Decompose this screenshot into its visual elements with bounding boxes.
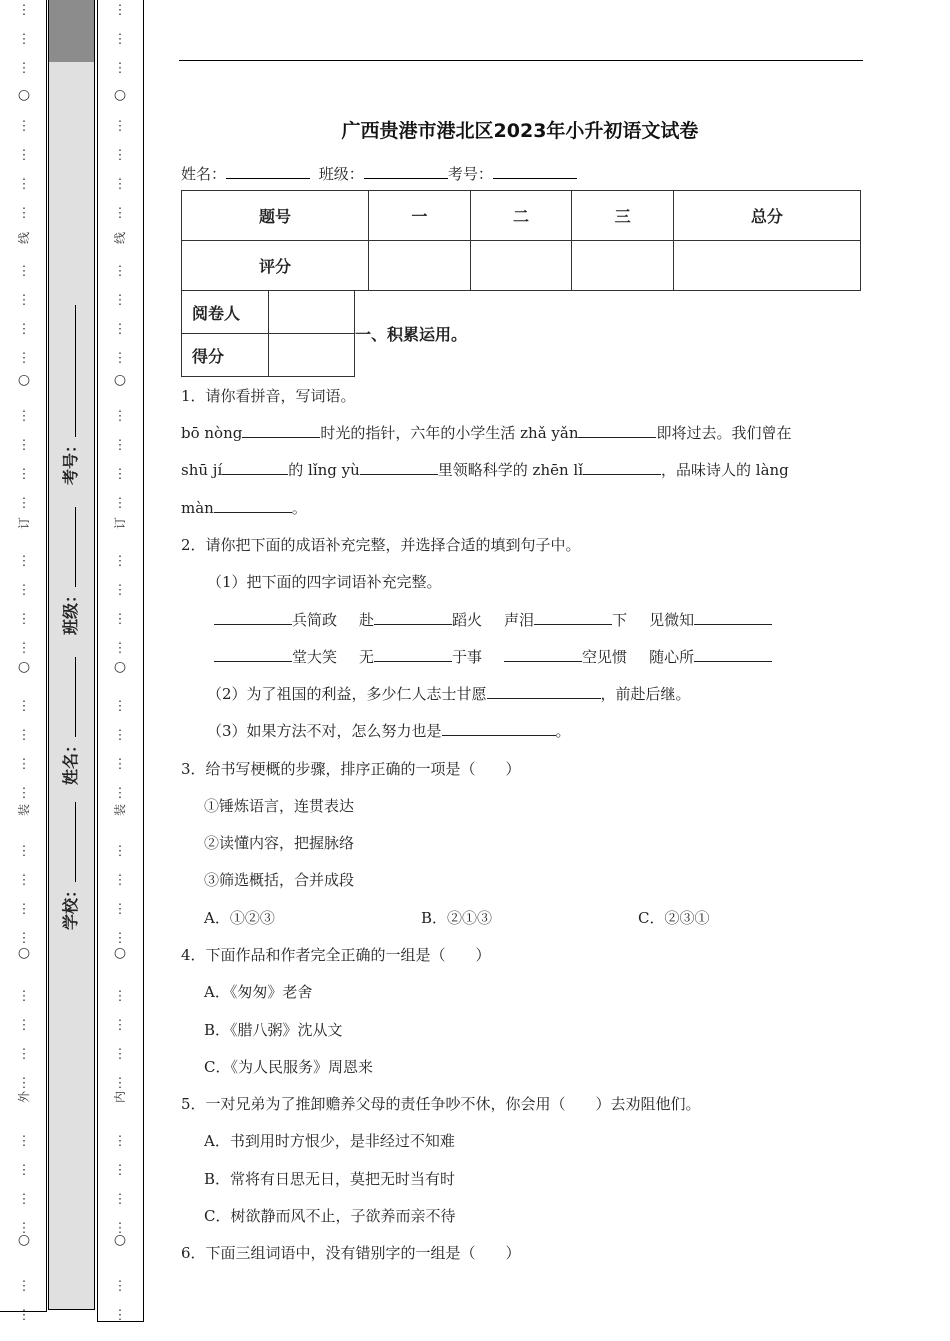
dot-mark: ⋮ bbox=[17, 902, 31, 917]
page-title: 广西贵港市港北区2023年小升初语文试卷 bbox=[341, 120, 699, 142]
q3-step: ①锤炼语言，连贯表达 bbox=[204, 797, 355, 815]
dot-mark: ⋮ bbox=[17, 873, 31, 888]
answer-blank[interactable] bbox=[214, 497, 292, 513]
circle-mark: ○ bbox=[113, 87, 127, 103]
q1-text: bō nòng bbox=[181, 424, 243, 442]
section-title: 一、积累运用。 bbox=[355, 325, 468, 344]
circle-mark: ○ bbox=[113, 945, 127, 961]
class-label: 班级： bbox=[58, 507, 81, 635]
name-field-label: 姓名： bbox=[181, 165, 227, 183]
dot-mark: ⋮ bbox=[17, 1134, 31, 1149]
answer-blank[interactable] bbox=[242, 422, 320, 438]
q1-text: 时光的指针，六年的小学生活 zhǎ yǎn bbox=[320, 424, 579, 442]
q1-text: 里领略科学的 zhēn lǐ bbox=[437, 461, 584, 479]
q1-text: 的 lǐng yù bbox=[288, 461, 360, 479]
dot-mark: ⋮ bbox=[17, 351, 31, 366]
dot-mark: ⋮ bbox=[17, 1192, 31, 1207]
dot-mark: ⋮ bbox=[17, 931, 31, 946]
idiom-text: 兵简政 bbox=[292, 611, 338, 629]
dot-mark: ⋮ bbox=[113, 1221, 127, 1236]
dot-mark: ⋮ bbox=[17, 467, 31, 482]
dot-mark: ⋮ bbox=[17, 322, 31, 337]
answer-blank[interactable] bbox=[214, 646, 292, 662]
dot-mark: ⋮ bbox=[113, 1192, 127, 1207]
reviewer-cell[interactable] bbox=[269, 291, 355, 334]
answer-blank[interactable] bbox=[583, 459, 661, 475]
dot-mark: ⋮ bbox=[17, 438, 31, 453]
dot-mark: ⋮ bbox=[113, 32, 127, 47]
id-field-label: 考号： bbox=[447, 165, 493, 183]
dot-mark: ⋮ bbox=[113, 177, 127, 192]
dot-mark: ⋮ bbox=[17, 786, 31, 801]
binding-strip-header bbox=[48, 0, 95, 62]
dot-mark: ⋮ bbox=[113, 409, 127, 424]
reviewer-label: 阅卷人 bbox=[182, 291, 269, 334]
dot-mark: ⋮ bbox=[113, 1163, 127, 1178]
dot-mark: ⋮ bbox=[113, 786, 127, 801]
q1-text: 。 bbox=[291, 499, 307, 517]
answer-blank[interactable] bbox=[374, 609, 452, 625]
dot-mark: ⋮ bbox=[113, 467, 127, 482]
q4-option-a[interactable]: A．《匆匆》老舍 bbox=[204, 983, 313, 1001]
answer-blank[interactable] bbox=[214, 609, 292, 625]
dot-mark: ⋮ bbox=[113, 206, 127, 221]
answer-blank[interactable] bbox=[534, 609, 612, 625]
q4-stem: 4．下面作品和作者完全正确的一组是（ ） bbox=[181, 946, 491, 964]
cut-line-label: 外 bbox=[17, 1091, 31, 1104]
circle-mark: ○ bbox=[113, 1232, 127, 1248]
dot-mark: ⋮ bbox=[113, 119, 127, 134]
dot-mark: ⋮ bbox=[17, 496, 31, 511]
dot-mark: ⋮ bbox=[113, 989, 127, 1004]
circle-mark: ○ bbox=[17, 87, 31, 103]
q1-text: ，品味诗人的 làng bbox=[661, 461, 789, 479]
dot-mark: ⋮ bbox=[17, 989, 31, 1004]
q4-option-c[interactable]: C．《为人民服务》周恩来 bbox=[204, 1058, 373, 1076]
q3-option-c[interactable]: C．②③① bbox=[638, 909, 710, 927]
cut-line-label: 装 bbox=[113, 804, 127, 817]
header-cell: 总分 bbox=[673, 191, 860, 241]
q5-stem: 5．一对兄弟为了推卸赡养父母的责任争吵不休，你会用（ ）去劝阻他们。 bbox=[181, 1095, 701, 1113]
dot-mark: ⋮ bbox=[17, 844, 31, 859]
dot-mark: ⋮ bbox=[17, 1047, 31, 1062]
idiom-text: 无 bbox=[359, 648, 375, 666]
dot-mark: ⋮ bbox=[17, 1076, 31, 1091]
score-table bbox=[181, 190, 861, 291]
cut-line-label: 线 bbox=[17, 232, 31, 245]
student-info-line bbox=[181, 163, 577, 184]
dot-mark: ⋮ bbox=[17, 728, 31, 743]
inner-cut-line bbox=[110, 0, 130, 1323]
dot-mark: ⋮ bbox=[17, 206, 31, 221]
idiom-text: 蹈火 bbox=[452, 611, 483, 629]
q1-text: shū jí bbox=[181, 461, 223, 479]
dot-mark: ⋮ bbox=[113, 757, 127, 772]
answer-blank[interactable] bbox=[360, 459, 438, 475]
q2-sub2 bbox=[207, 683, 691, 704]
dot-mark: ⋮ bbox=[113, 873, 127, 888]
dot-mark: ⋮ bbox=[17, 1018, 31, 1033]
dot-mark: ⋮ bbox=[17, 409, 31, 424]
dot-mark: ⋮ bbox=[17, 177, 31, 192]
q2-idiom-row-1 bbox=[214, 609, 772, 630]
dot-mark: ⋮ bbox=[17, 699, 31, 714]
cut-line-label: 线 bbox=[113, 232, 127, 245]
q2-stem: 2．请你把下面的成语补充完整，并选择合适的填到句子中。 bbox=[181, 536, 581, 554]
dot-mark: ⋮ bbox=[113, 293, 127, 308]
answer-blank[interactable] bbox=[578, 422, 656, 438]
answer-blank[interactable] bbox=[487, 683, 601, 699]
dot-mark: ⋮ bbox=[113, 931, 127, 946]
q2-text: ，前赴后继。 bbox=[600, 685, 691, 703]
q5-option-c[interactable]: C．树欲静而风不止，子欲养而亲不待 bbox=[204, 1207, 456, 1225]
q2-text: （3）如果方法不对，怎么努力也是 bbox=[207, 722, 442, 740]
idiom-text: 于事 bbox=[452, 648, 483, 666]
dot-mark: ⋮ bbox=[17, 119, 31, 134]
header-cell: 一 bbox=[369, 191, 471, 241]
dot-mark: ⋮ bbox=[17, 1163, 31, 1178]
idiom-text: 空见惯 bbox=[582, 648, 628, 666]
header-cell: 三 bbox=[572, 191, 674, 241]
dot-mark: ⋮ bbox=[113, 1308, 127, 1323]
exam-id-label: 考号： bbox=[58, 305, 81, 485]
dot-mark: ⋮ bbox=[113, 699, 127, 714]
circle-mark: ○ bbox=[17, 659, 31, 675]
dot-mark: ⋮ bbox=[113, 1076, 127, 1091]
q5-option-a[interactable]: A．书到用时方恨少，是非经过不知难 bbox=[204, 1132, 455, 1150]
idiom-text: 下 bbox=[612, 611, 628, 629]
dot-mark: ⋮ bbox=[17, 1221, 31, 1236]
q2-text: 。 bbox=[555, 722, 571, 740]
row-label-cell: 评分 bbox=[182, 241, 369, 291]
dot-mark: ⋮ bbox=[17, 583, 31, 598]
dot-mark: ⋮ bbox=[17, 641, 31, 656]
dot-mark: ⋮ bbox=[113, 61, 127, 76]
cut-line-label: 订 bbox=[113, 517, 127, 530]
class-field[interactable] bbox=[364, 164, 448, 179]
dot-mark: ⋮ bbox=[113, 351, 127, 366]
dot-mark: ⋮ bbox=[17, 612, 31, 627]
dot-mark: ⋮ bbox=[17, 3, 31, 18]
idiom-text: 赴 bbox=[359, 611, 375, 629]
binding-info-strip bbox=[48, 0, 95, 1310]
grader-table bbox=[181, 290, 355, 377]
header-cell: 二 bbox=[470, 191, 572, 241]
dot-mark: ⋮ bbox=[113, 1047, 127, 1062]
answer-blank[interactable] bbox=[694, 646, 772, 662]
outer-cut-line bbox=[14, 0, 34, 1323]
score-cell[interactable] bbox=[470, 241, 572, 291]
q2-idiom-row-2 bbox=[214, 646, 772, 667]
q1-stem: 1．请你看拼音，写词语。 bbox=[181, 387, 356, 405]
dot-mark: ⋮ bbox=[17, 32, 31, 47]
dot-mark: ⋮ bbox=[113, 496, 127, 511]
dot-mark: ⋮ bbox=[113, 728, 127, 743]
idiom-text: 随心所 bbox=[649, 648, 695, 666]
dot-mark: ⋮ bbox=[17, 1308, 31, 1323]
q1-line-1 bbox=[181, 422, 792, 443]
circle-mark: ○ bbox=[17, 945, 31, 961]
id-field[interactable] bbox=[493, 164, 577, 179]
q4-option-b[interactable]: B．《腊八粥》沈从文 bbox=[204, 1021, 343, 1039]
score-cell[interactable] bbox=[369, 241, 471, 291]
circle-mark: ○ bbox=[17, 1232, 31, 1248]
student-name-label: 姓名： bbox=[58, 657, 81, 785]
q6-stem: 6．下面三组词语中，没有错别字的一组是（ ） bbox=[181, 1244, 521, 1262]
cut-line-label: 装 bbox=[17, 804, 31, 817]
circle-mark: ○ bbox=[113, 659, 127, 675]
q3-step: ③筛选概括，合并成段 bbox=[204, 871, 355, 889]
dot-mark: ⋮ bbox=[113, 264, 127, 279]
class-field-label: 班级： bbox=[318, 165, 364, 183]
q3-step: ②读懂内容，把握脉络 bbox=[204, 834, 355, 852]
dot-mark: ⋮ bbox=[113, 148, 127, 163]
q2-sub3 bbox=[207, 720, 571, 741]
dot-mark: ⋮ bbox=[113, 438, 127, 453]
dot-mark: ⋮ bbox=[113, 554, 127, 569]
circle-mark: ○ bbox=[113, 372, 127, 388]
q3-stem: 3．给书写梗概的步骤，排序正确的一项是（ ） bbox=[181, 760, 521, 778]
score-table-header bbox=[182, 191, 861, 241]
dot-mark: ⋮ bbox=[17, 554, 31, 569]
dot-mark: ⋮ bbox=[17, 264, 31, 279]
answer-blank[interactable] bbox=[694, 609, 772, 625]
q1-line-2 bbox=[181, 459, 789, 480]
name-field[interactable] bbox=[226, 164, 310, 179]
grader-score-cell[interactable] bbox=[269, 334, 355, 377]
dot-mark: ⋮ bbox=[113, 902, 127, 917]
dot-mark: ⋮ bbox=[113, 583, 127, 598]
q5-option-b[interactable]: B．常将有日思无日，莫把无时当有时 bbox=[204, 1170, 456, 1188]
q3-option-b[interactable]: B．②①③ bbox=[421, 909, 493, 927]
answer-blank[interactable] bbox=[374, 646, 452, 662]
dot-mark: ⋮ bbox=[17, 61, 31, 76]
grader-score-label: 得分 bbox=[182, 334, 269, 377]
dot-mark: ⋮ bbox=[17, 293, 31, 308]
q2-text: （2）为了祖国的利益，多少仁人志士甘愿 bbox=[207, 685, 487, 703]
idiom-text: 见微知 bbox=[649, 611, 695, 629]
answer-blank[interactable] bbox=[222, 459, 288, 475]
q2-sub1: （1）把下面的四字词语补充完整。 bbox=[207, 573, 442, 591]
header-cell: 题号 bbox=[182, 191, 369, 241]
idiom-text: 堂大笑 bbox=[292, 648, 338, 666]
dot-mark: ⋮ bbox=[113, 641, 127, 656]
idiom-text: 声泪 bbox=[504, 611, 535, 629]
q1-text: 即将过去。我们曾在 bbox=[656, 424, 792, 442]
q1-text: màn bbox=[181, 499, 214, 517]
dot-mark: ⋮ bbox=[113, 322, 127, 337]
cut-line-label: 内 bbox=[113, 1091, 127, 1104]
q3-option-a[interactable]: A．①②③ bbox=[204, 909, 275, 927]
dot-mark: ⋮ bbox=[113, 612, 127, 627]
dot-mark: ⋮ bbox=[113, 1279, 127, 1294]
dot-mark: ⋮ bbox=[17, 1279, 31, 1294]
score-cell[interactable] bbox=[572, 241, 674, 291]
header-rule bbox=[179, 60, 863, 61]
dot-mark: ⋮ bbox=[113, 844, 127, 859]
dot-mark: ⋮ bbox=[113, 3, 127, 18]
answer-blank[interactable] bbox=[504, 646, 582, 662]
circle-mark: ○ bbox=[17, 372, 31, 388]
score-cell[interactable] bbox=[673, 241, 860, 291]
q1-line-3 bbox=[181, 497, 307, 518]
cut-line-label: 订 bbox=[17, 517, 31, 530]
dot-mark: ⋮ bbox=[113, 1018, 127, 1033]
dot-mark: ⋮ bbox=[17, 757, 31, 772]
answer-blank[interactable] bbox=[442, 720, 556, 736]
score-table-row bbox=[182, 241, 861, 291]
school-label: 学校： bbox=[58, 802, 81, 930]
dot-mark: ⋮ bbox=[113, 1134, 127, 1149]
dot-mark: ⋮ bbox=[17, 148, 31, 163]
